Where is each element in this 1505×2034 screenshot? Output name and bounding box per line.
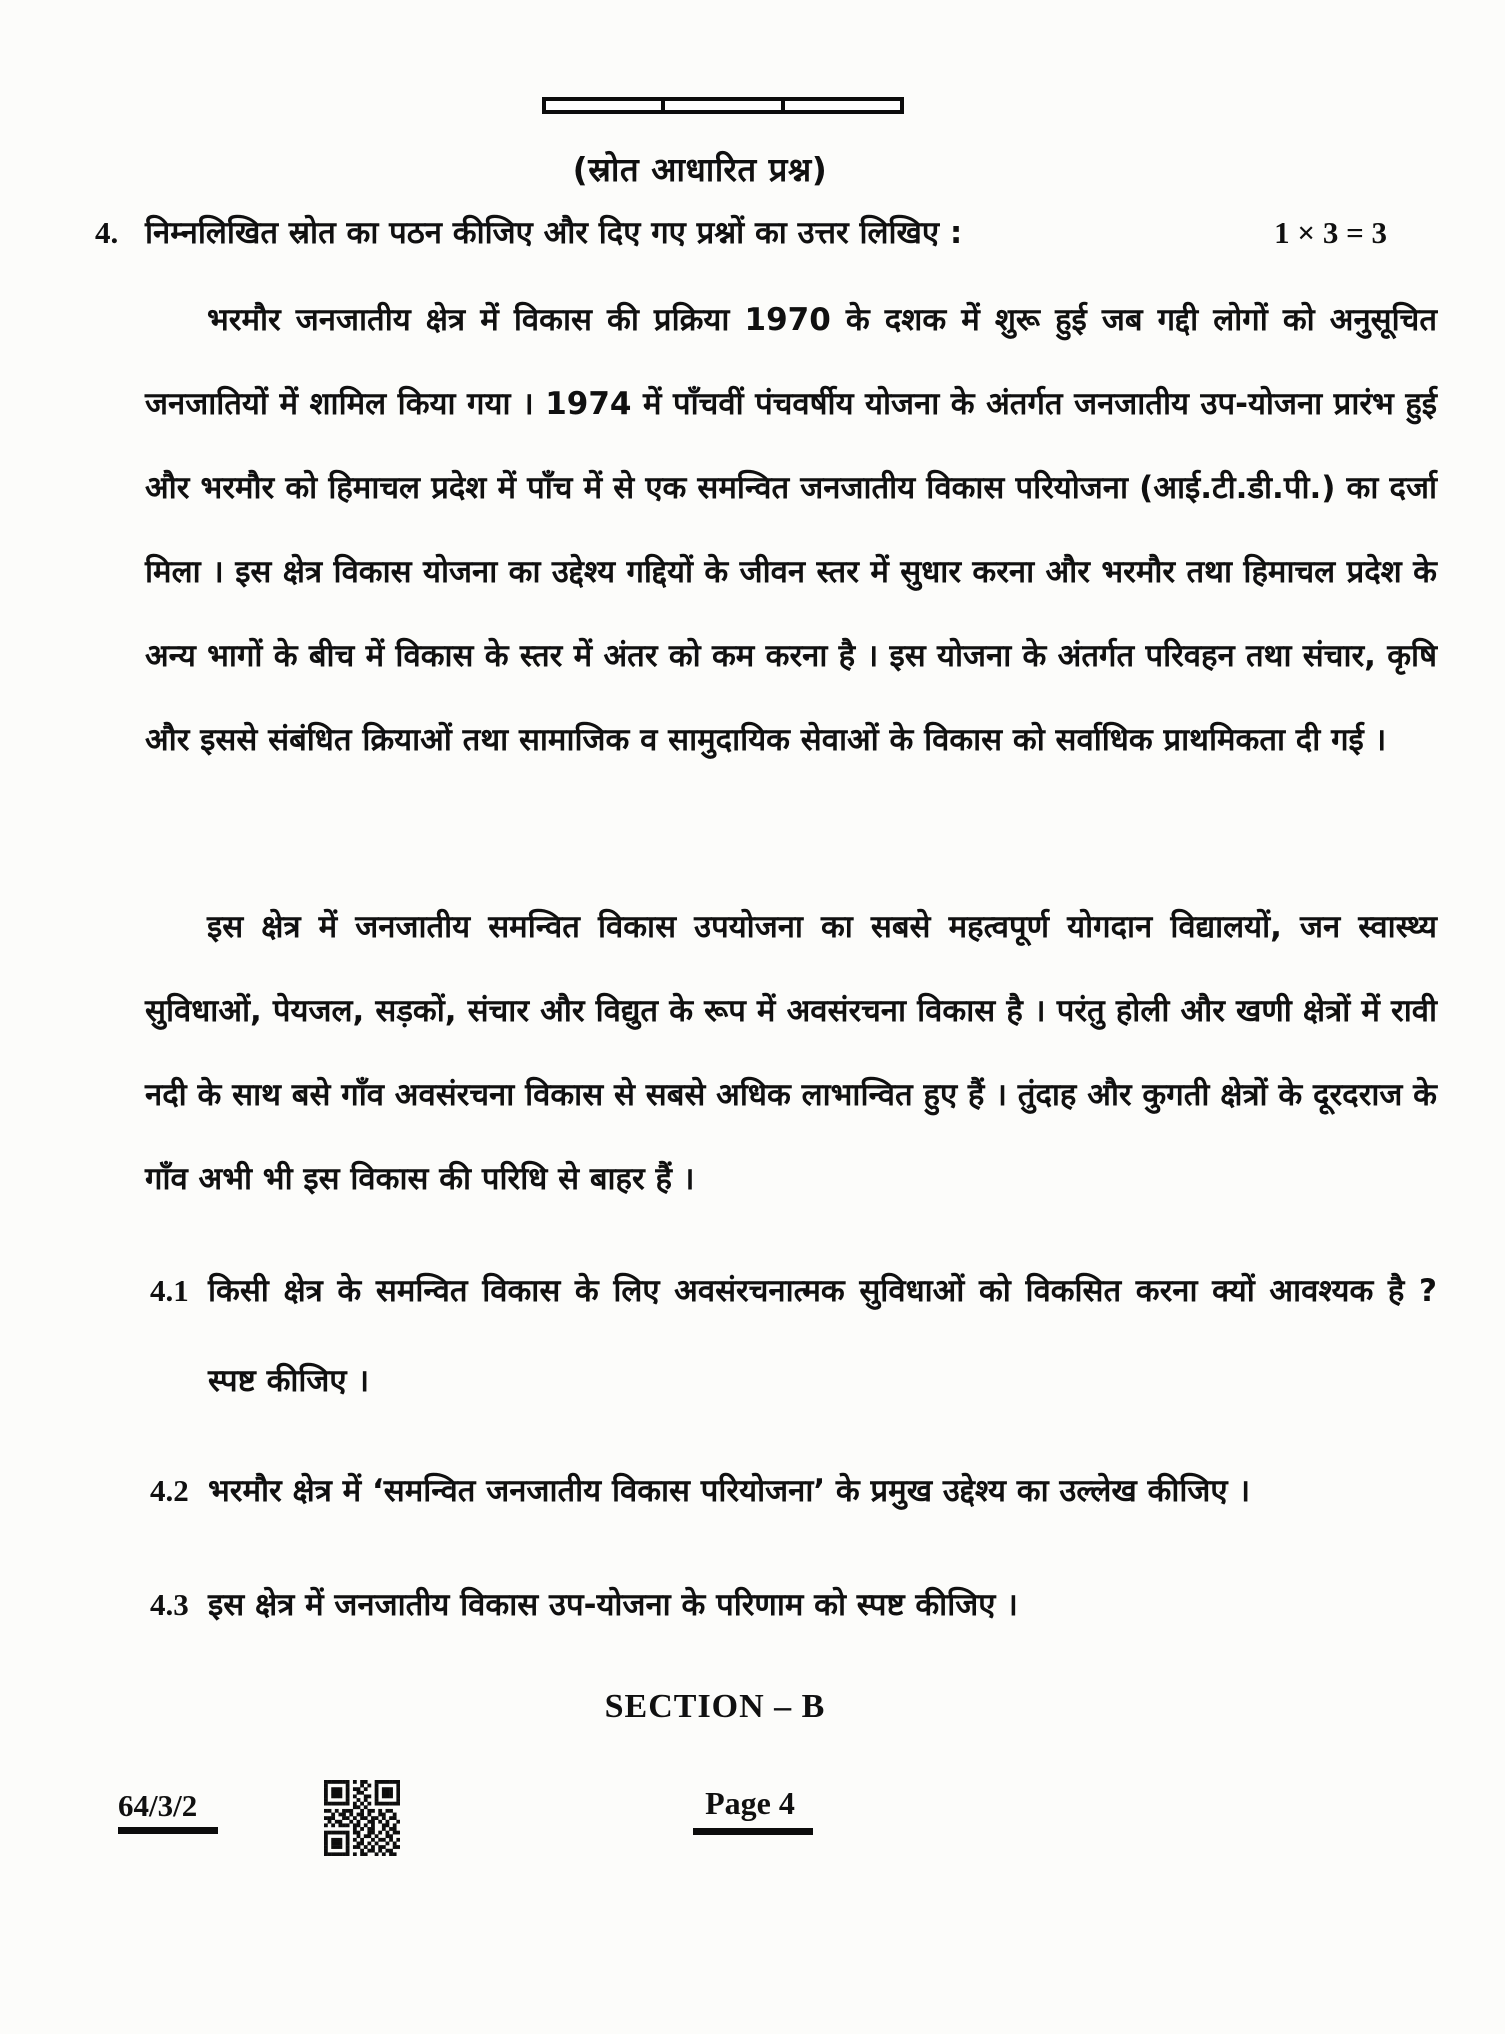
source-paragraph-1: भरमौर जनजातीय क्षेत्र में विकास की प्रक्रिया 1970 के दशक में शुरू हुई जब गद्दी लोगों को अनुसूचित जनजातियों में शामिल किया गया । 1974 में पाँचवीं पंचवर्षीय योजना के अंतर्गत जनजातीय उप-योजना प्रारंभ हुई और भरमौर को हिमाचल प्रदेश में पाँच में से एक समन्वित जनजातीय विकास परियोजना (आई.टी.डी.पी.) का दर्जा मिला । इस क्षेत्र विकास योजना का उद्देश्य गद्दियों के जीवन स्तर में सुधार करना और भरमौर तथा हिमाचल प्रदेश के अन्य भागों के बीच में विकास के स्तर में अंतर को कम करना है । इस योजना के अंतर्गत परिवहन तथा संचार, कृषि और इससे संबंधित क्रियाओं तथा सामाजिक व सामुदायिक सेवाओं के विकास को सर्वाधिक प्राथमिकता दी गई । (145, 302, 1437, 758)
divider-segment (546, 101, 665, 110)
question-4-row (95, 212, 1387, 254)
question-text: निम्नलिखित स्रोत का पठन कीजिए और दिए गए प्रश्नों का उत्तर लिखिए : (145, 215, 963, 251)
source-based-question-heading: (स्रोत आधारित प्रश्न) (572, 150, 828, 189)
sub-question-4-1 (150, 1246, 1437, 1426)
question-marks: 1 × 3 = 3 (1274, 215, 1387, 250)
sub-question-text: किसी क्षेत्र के समन्वित विकास के लिए अवसंरचनात्मक सुविधाओं को विकसित करना क्यों आवश्यक है ? स्पष्ट कीजिए । (208, 1273, 1437, 1399)
decorative-divider-bar (542, 97, 904, 114)
divider-segment (785, 101, 900, 110)
sub-question-4-2 (150, 1446, 1437, 1536)
source-paragraph-2: इस क्षेत्र में जनजातीय समन्वित विकास उपयोजना का सबसे महत्वपूर्ण योगदान विद्यालयों, जन स्वास्थ्य सुविधाओं, पेयजल, सड़कों, संचार और विद्युत के रूप में अवसंरचना विकास है । परंतु होली और खणी क्षेत्रों में रावी नदी के साथ बसे गाँव अवसंरचना विकास से सबसे अधिक लाभान्वित हुए हैं । तुंदाह और कुगती क्षेत्रों के दूरदराज के गाँव अभी भी इस विकास की परिधि से बाहर हैं । (145, 909, 1437, 1197)
question-number: 4. (95, 215, 119, 250)
page-number-underline (693, 1828, 813, 1835)
sub-question-text: भरमौर क्षेत्र में ‘समन्वित जनजातीय विकास परियोजना’ के प्रमुख उद्देश्य का उल्लेख कीजिए । (208, 1473, 1251, 1509)
sub-question-number: 4.3 (150, 1587, 189, 1622)
paper-code: 64/3/2 (118, 1788, 198, 1823)
page-number-label: Page 4 (705, 1785, 795, 1821)
divider-segment (665, 101, 784, 110)
sub-question-text: इस क्षेत्र में जनजातीय विकास उप-योजना के परिणाम को स्पष्ट कीजिए । (208, 1587, 1018, 1623)
sub-question-4-3 (150, 1560, 1437, 1650)
paper-code-underline (118, 1827, 218, 1834)
sub-question-number: 4.2 (150, 1473, 189, 1508)
sub-question-number: 4.1 (150, 1273, 189, 1308)
section-heading: SECTION – B (604, 1688, 826, 1725)
